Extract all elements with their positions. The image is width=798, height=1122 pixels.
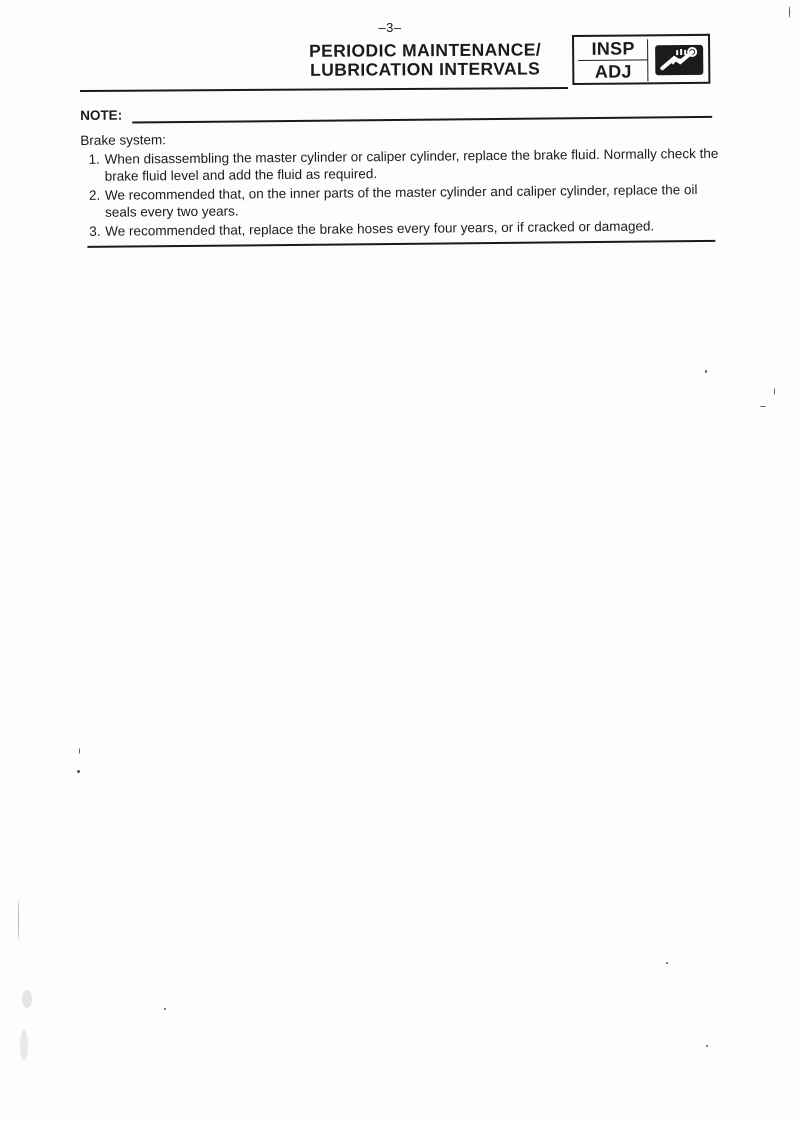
scan-speck xyxy=(774,388,775,395)
page-title xyxy=(290,40,560,80)
note-block xyxy=(80,94,721,241)
note-body xyxy=(80,126,721,240)
scan-speck xyxy=(789,6,790,18)
scan-speck xyxy=(706,1045,708,1047)
note-item xyxy=(80,144,720,185)
note-item-number: 2. xyxy=(88,187,101,203)
title-line-2: LUBRICATION INTERVALS xyxy=(310,58,541,80)
note-label: NOTE: xyxy=(80,107,123,123)
title-line-1: PERIODIC MAINTENANCE/ xyxy=(308,39,542,61)
badge-adj-label: ADJ xyxy=(594,61,632,82)
scan-speck xyxy=(20,1030,28,1060)
scan-speck xyxy=(18,900,19,940)
note-item-text: When disassembling the master cylinder or caliper cylinder, replace the brake fluid. Normally check the brake fluid level and add the fluid as required. xyxy=(104,145,719,184)
page-number: –3– xyxy=(378,20,402,35)
note-bottom-rule xyxy=(87,240,715,248)
scan-speck xyxy=(77,770,80,773)
scan-speck xyxy=(164,1008,166,1010)
note-item-number: 1. xyxy=(88,151,100,167)
note-item-number: 3. xyxy=(89,223,101,239)
badge-insp-label: INSP xyxy=(578,38,648,61)
scan-speck xyxy=(79,748,80,754)
note-intro: Brake system: xyxy=(80,132,166,148)
badge-label-box xyxy=(578,39,648,82)
scan-speck xyxy=(705,370,707,373)
note-item-text: We recommended that, on the inner parts of the master cylinder and caliper cylinder, replace the oil seals every two years. xyxy=(104,181,698,220)
scan-speck xyxy=(666,962,668,964)
note-item-text: We recommended that, replace the brake hoses every four years, or if cracked or damaged. xyxy=(105,217,655,239)
note-header xyxy=(80,94,720,122)
note-list xyxy=(80,144,721,240)
wrench-in-hand-icon xyxy=(654,44,704,76)
scan-speck xyxy=(22,990,32,1008)
note-item xyxy=(81,180,721,221)
note-top-rule xyxy=(132,116,712,124)
section-badge xyxy=(572,34,710,85)
scan-speck xyxy=(760,406,766,407)
header-rule xyxy=(80,87,568,92)
